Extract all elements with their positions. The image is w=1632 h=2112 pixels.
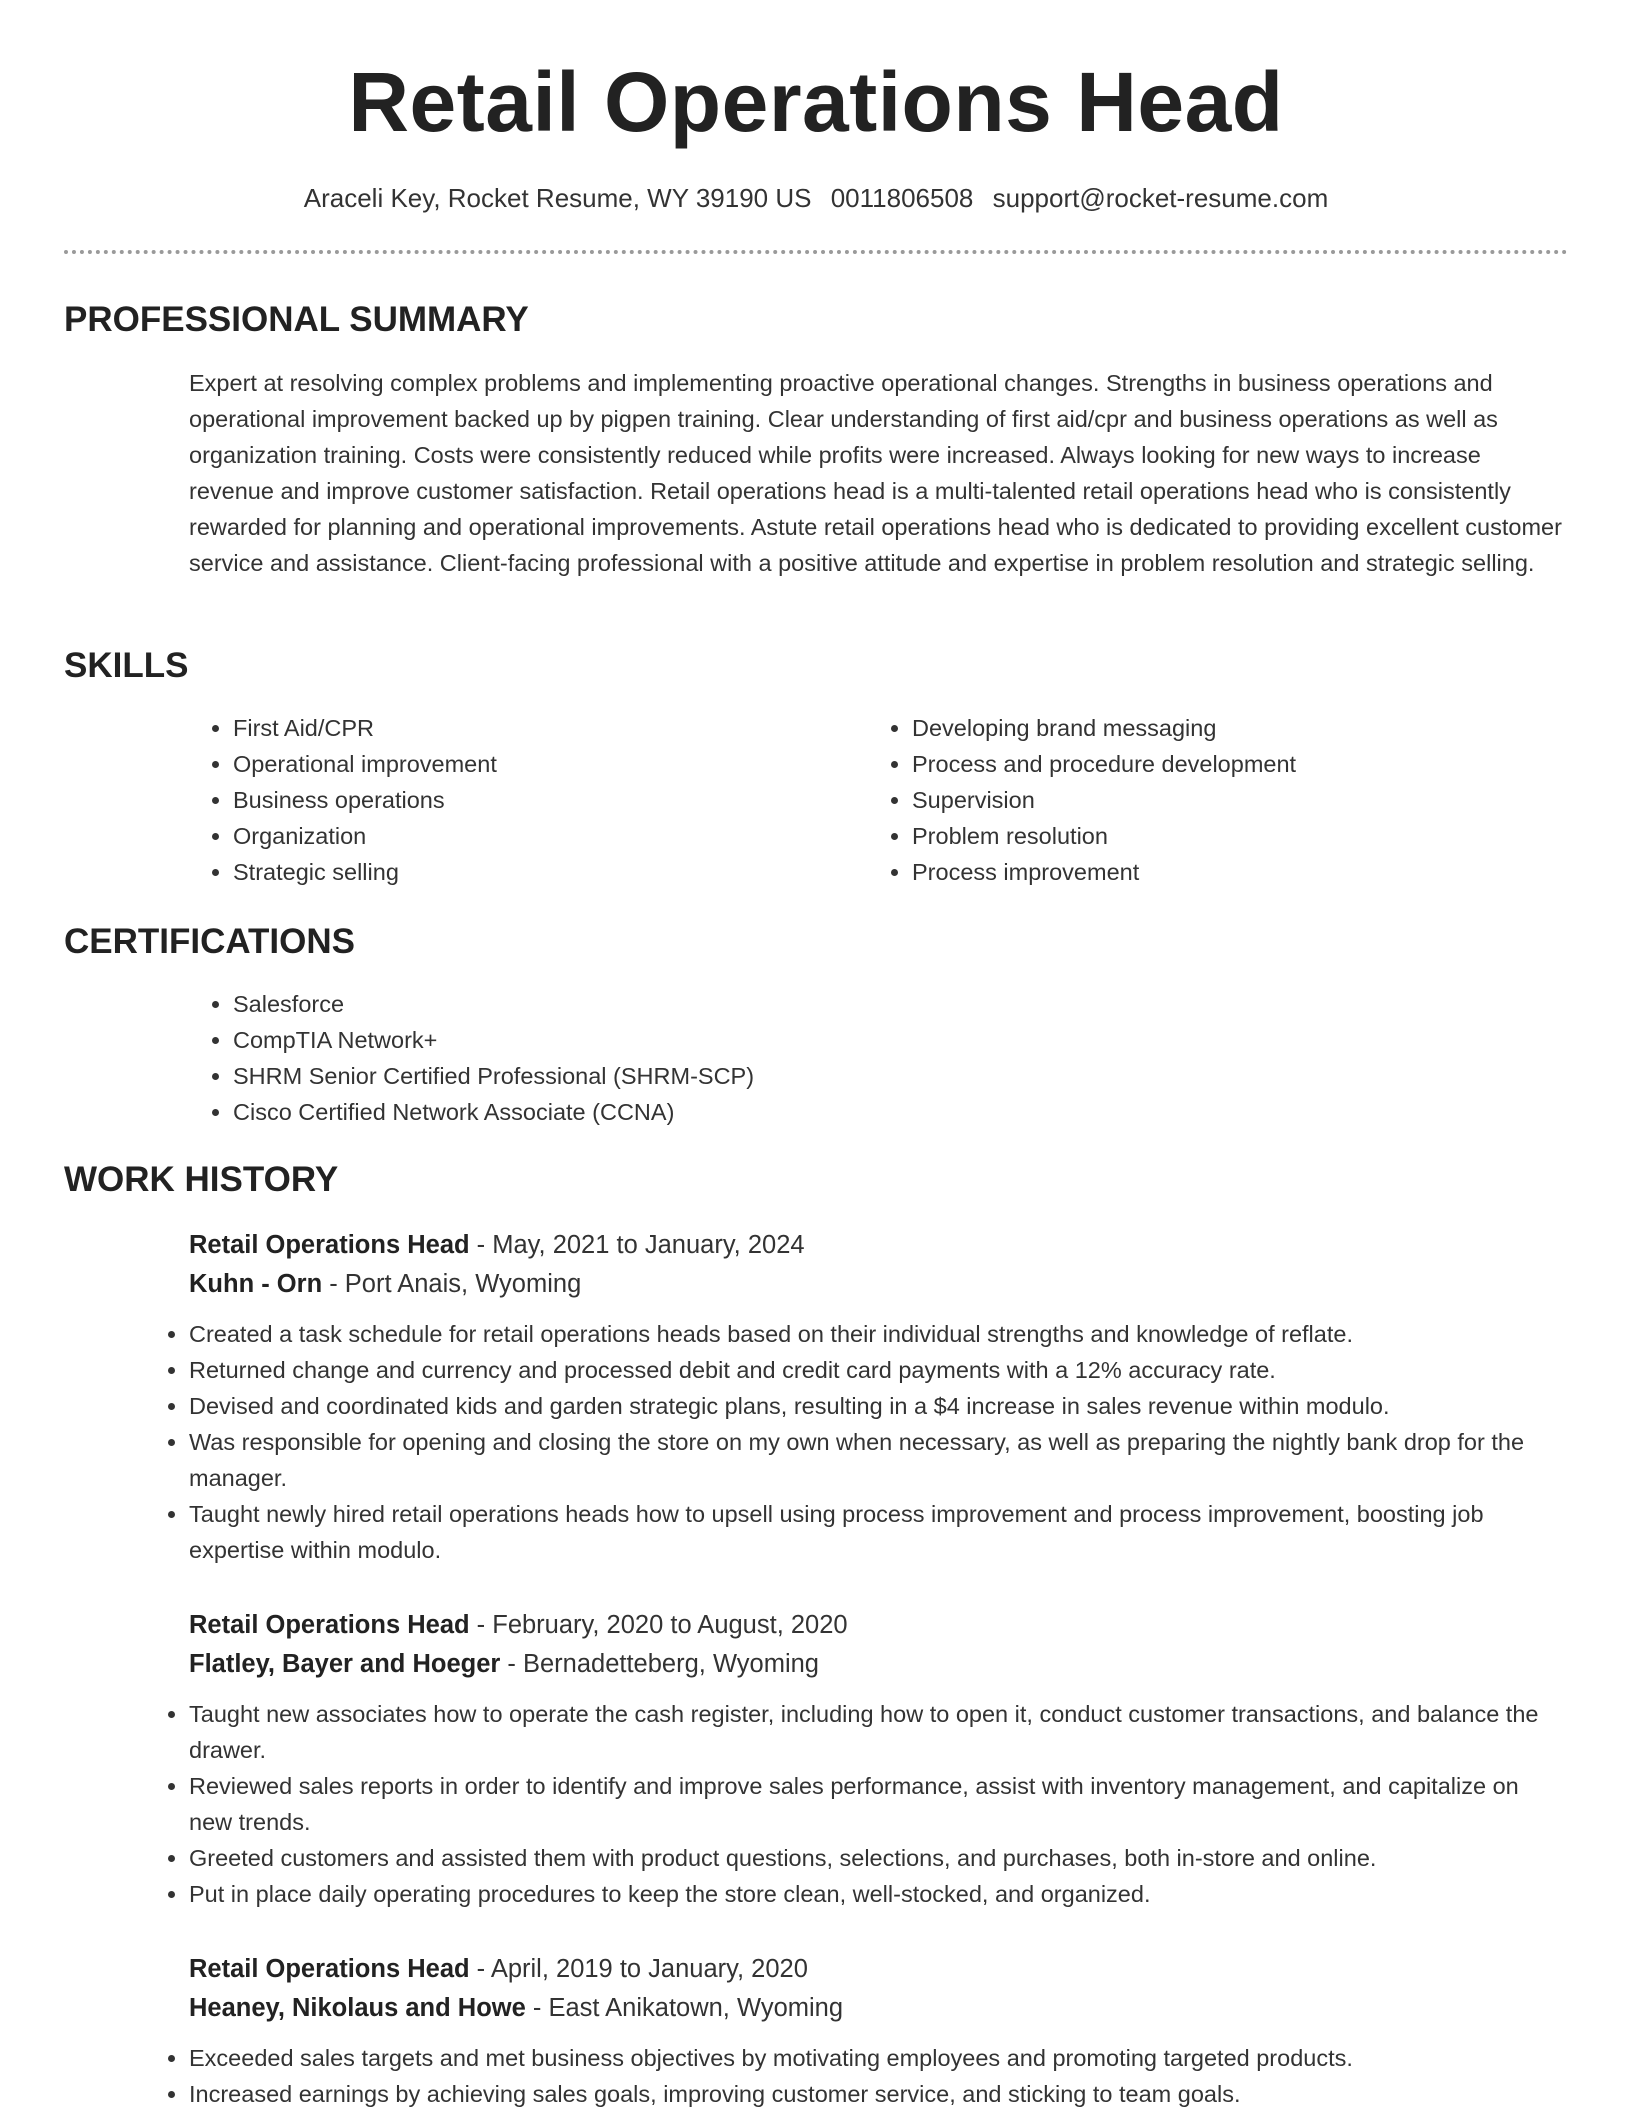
- contact-address: Araceli Key, Rocket Resume, WY 39190 US: [303, 183, 812, 213]
- job-title: Retail Operations Head: [189, 1955, 470, 1983]
- contact-line: [0, 178, 1632, 218]
- job-title-line: [189, 1950, 1568, 1989]
- skills-right-column: [868, 710, 1568, 890]
- skill-item: • Operational improvement: [233, 746, 829, 782]
- job-title: Retail Operations Head: [189, 1611, 470, 1639]
- job-bullets: [145, 1696, 1568, 1912]
- contact-email[interactable]: support@rocket-resume.com: [992, 183, 1329, 213]
- header-divider: [64, 250, 1568, 254]
- job-bullets: [145, 1316, 1568, 1568]
- job-bullet: • Devised and coordinated kids and garden strategic plans, resulting in a $4 increase in sales revenue within modulo.: [189, 1388, 1568, 1424]
- job-bullet: • Exceeded sales targets and met business objectives by motivating employees and promoting targeted products.: [189, 2040, 1568, 2076]
- certification-item: • Cisco Certified Network Associate (CCNA): [233, 1094, 1189, 1130]
- job-bullet: • Taught new associates how to operate the cash register, including how to open it, conduct customer transactions, and balance the drawer.: [189, 1696, 1568, 1768]
- certification-item: • SHRM Senior Certified Professional (SHRM-SCP): [233, 1058, 1189, 1094]
- skill-item: • First Aid/CPR: [233, 710, 829, 746]
- job-entry: [189, 1606, 1568, 1912]
- job-company-line: [189, 1265, 1568, 1304]
- skill-item: • Process and procedure development: [912, 746, 1568, 782]
- job-dates: - April, 2019 to January, 2020: [469, 1955, 808, 1983]
- skill-item: • Problem resolution: [912, 818, 1568, 854]
- job-entry: [189, 1950, 1568, 2112]
- job-bullet: • Put in place daily operating procedures to keep the store clean, well-stocked, and organized.: [189, 1876, 1568, 1912]
- certification-item: • Salesforce: [233, 986, 1189, 1022]
- skill-item: • Supervision: [912, 782, 1568, 818]
- skill-item: • Strategic selling: [233, 854, 829, 890]
- skills-heading: SKILLS: [64, 646, 189, 685]
- job-location: - Port Anais, Wyoming: [322, 1270, 582, 1298]
- job-title-line: [189, 1606, 1568, 1645]
- certification-item: • CompTIA Network+: [233, 1022, 1189, 1058]
- job-dates: - February, 2020 to August, 2020: [469, 1611, 848, 1639]
- summary-text: Expert at resolving complex problems and implementing proactive operational changes. Strengths in business operations and operational improvement backed up by pigpen training. Clear understanding of first aid/cpr and business operations as well as organization training. Costs were consistently reduced while profits were increased. Always looking for new ways to increase revenue and improve customer satisfaction. Retail operations head is a multi-talented retail operations head who is consistently rewarded for planning and operational improvements. Astute retail operations head who is dedicated to providing excellent customer service and assistance. Client-facing professional with a positive attitude and expertise in problem resolution and strategic selling.: [189, 370, 1562, 576]
- job-bullet: • Reviewed sales reports in order to identify and improve sales performance, assist with inventory management, and capitalize on new trends.: [189, 1768, 1568, 1840]
- skill-item: • Organization: [233, 818, 829, 854]
- job-dates: - May, 2021 to January, 2024: [469, 1231, 805, 1259]
- job-company: Flatley, Bayer and Hoeger: [189, 1650, 501, 1678]
- job-company-line: [189, 1989, 1568, 2028]
- certifications-heading: CERTIFICATIONS: [64, 922, 356, 961]
- job-title-line: [189, 1226, 1568, 1265]
- summary-heading: PROFESSIONAL SUMMARY: [64, 300, 529, 339]
- job-bullets: [145, 2040, 1568, 2112]
- job-company-line: [189, 1645, 1568, 1684]
- job-bullet: • Greeted customers and assisted them with product questions, selections, and purchases, both in-store and online.: [189, 1840, 1568, 1876]
- skill-item: • Developing brand messaging: [912, 710, 1568, 746]
- job-entry: [189, 1226, 1568, 1568]
- job-location: - Bernadetteberg, Wyoming: [500, 1650, 819, 1678]
- job-bullet: • Was responsible for opening and closing the store on my own when necessary, as well as preparing the nightly bank drop for the manager.: [189, 1424, 1568, 1496]
- job-location: - East Anikatown, Wyoming: [525, 1994, 844, 2022]
- job-bullet: • Created a task schedule for retail operations heads based on their individual strengths and knowledge of reflate.: [189, 1316, 1568, 1352]
- certifications-list: [189, 986, 1189, 1130]
- skill-item: • Process improvement: [912, 854, 1568, 890]
- job-bullet: • Taught newly hired retail operations heads how to upsell using process improvement and process improvement, boosting job expertise within modulo.: [189, 1496, 1568, 1568]
- job-company: Kuhn - Orn: [189, 1270, 323, 1298]
- skill-item: • Business operations: [233, 782, 829, 818]
- job-bullet: • Increased earnings by achieving sales goals, improving customer service, and sticking to team goals.: [189, 2076, 1568, 2112]
- job-bullet: • Returned change and currency and processed debit and credit card payments with a 12% accuracy rate.: [189, 1352, 1568, 1388]
- work-history-heading: WORK HISTORY: [64, 1160, 339, 1199]
- skills-left-column: [189, 710, 829, 890]
- contact-phone: 0011806508: [830, 183, 974, 213]
- job-company: Heaney, Nikolaus and Howe: [189, 1994, 526, 2022]
- job-title: Retail Operations Head: [189, 1231, 470, 1259]
- resume-title: Retail Operations Head: [348, 55, 1284, 149]
